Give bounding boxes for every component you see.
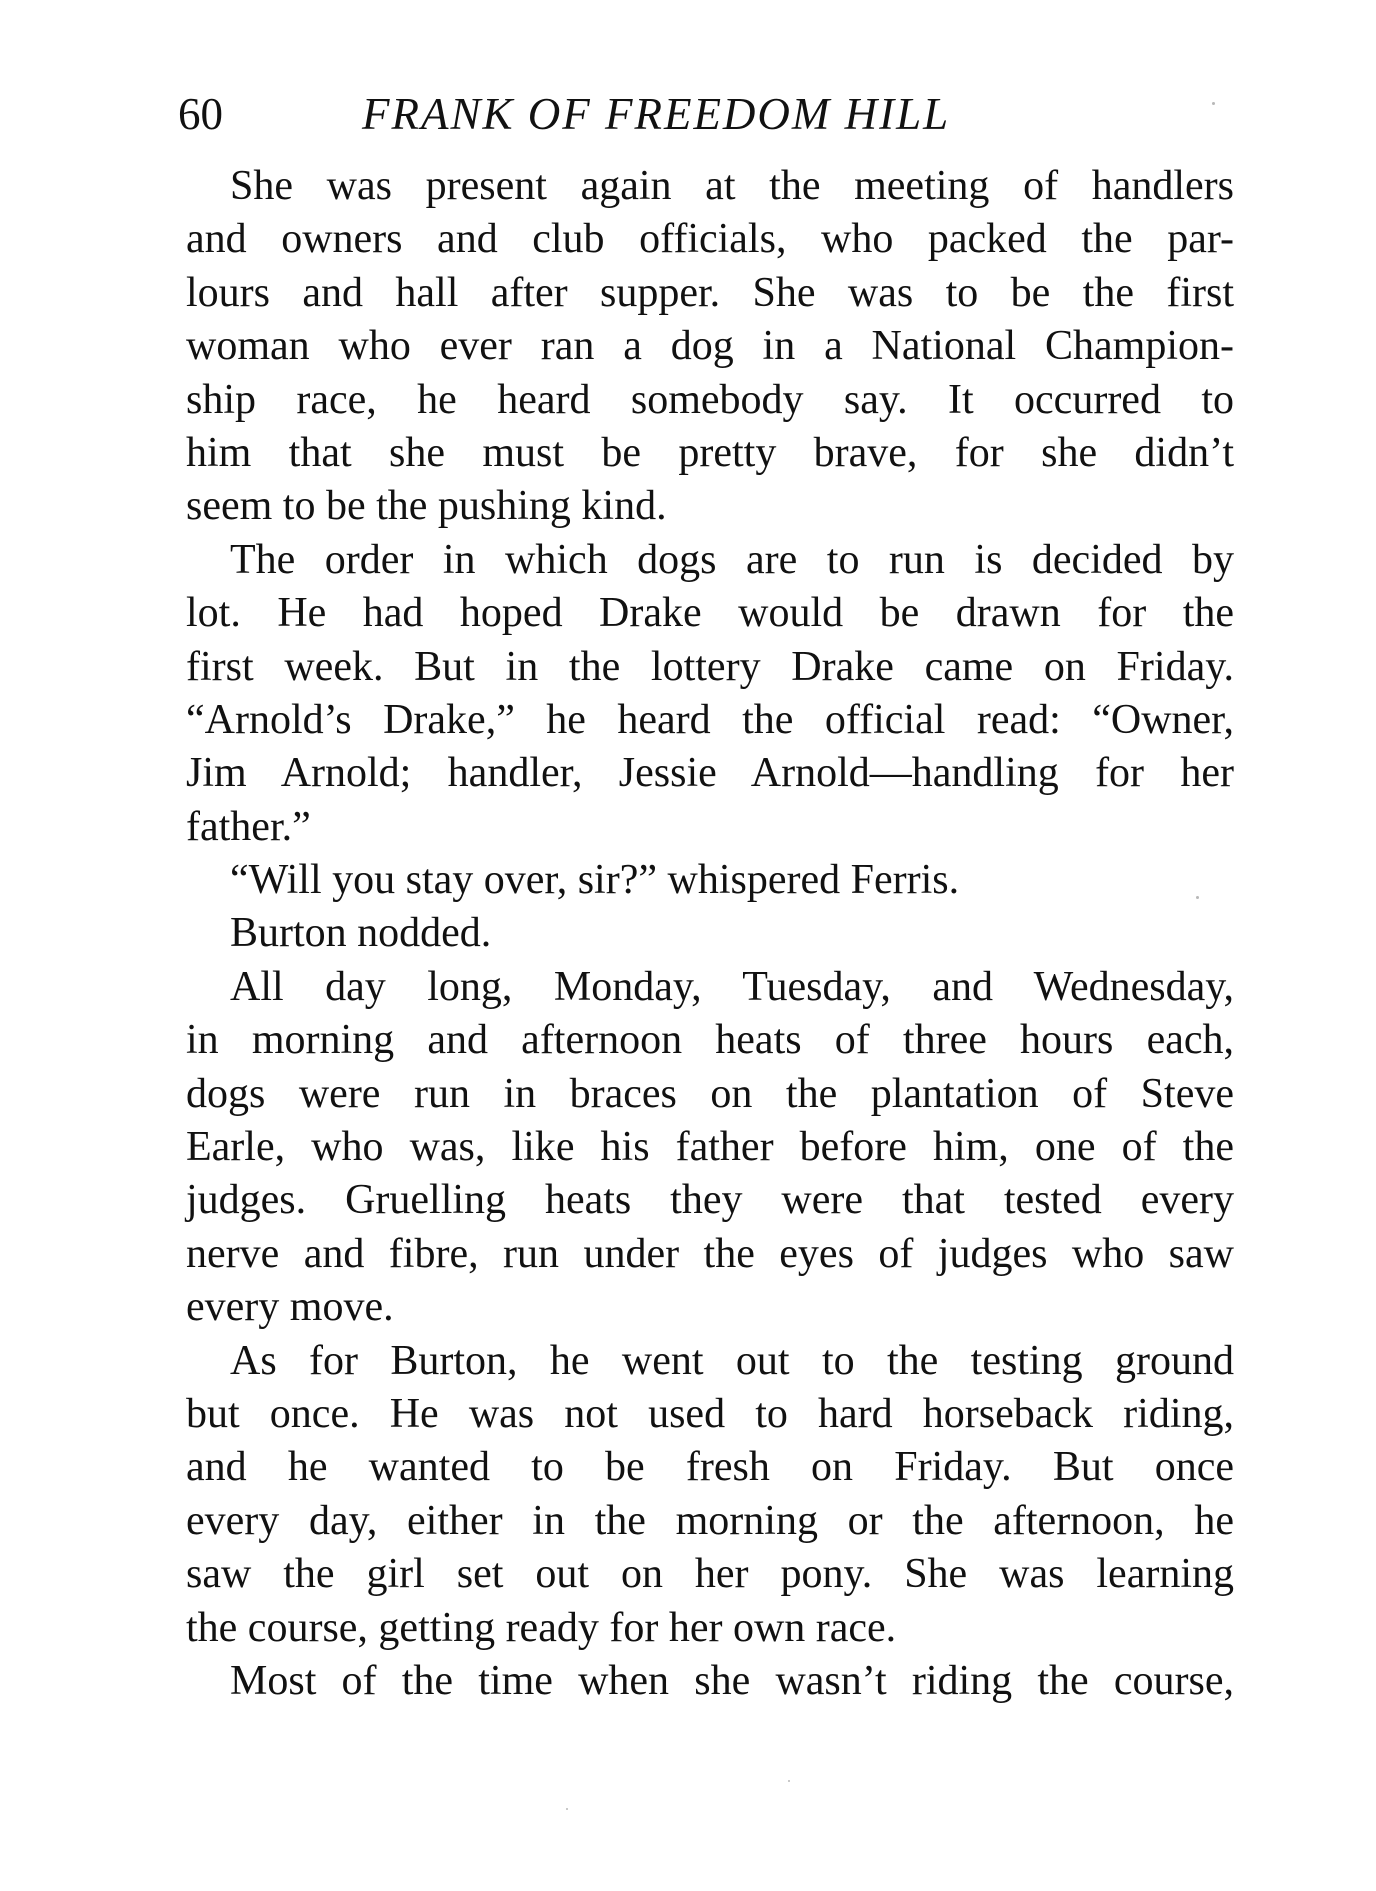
text-line: seem to be the pushing kind. <box>186 483 667 530</box>
page-number: 60 <box>178 89 223 139</box>
text-line: in morning and afternoon heats of three hours each, <box>186 1017 1234 1064</box>
text-line: woman who ever ran a dog in a National Champion- <box>186 323 1234 370</box>
text-line: As for Burton, he went out to the testing ground <box>230 1337 1234 1384</box>
paragraph <box>186 961 1234 1335</box>
text-line: All day long, Monday, Tuesday, and Wednesday, <box>230 963 1234 1010</box>
paragraph <box>186 1655 1234 1708</box>
text-line: lot. He had hoped Drake would be drawn for the <box>186 590 1234 637</box>
scan-speck <box>1196 896 1199 899</box>
text-line: Most of the time when she wasn’t riding the course, <box>230 1657 1234 1704</box>
paragraph <box>186 907 1234 960</box>
text-line: Earle, who was, like his father before him, one of the <box>186 1124 1234 1171</box>
text-line: nerve and fibre, run under the eyes of judges who saw <box>186 1230 1234 1277</box>
text-line: Jim Arnold; handler, Jessie Arnold—handling for her <box>186 750 1234 797</box>
scan-speck <box>788 1780 790 1782</box>
text-line: She was present again at the meeting of handlers <box>230 163 1234 209</box>
scan-speck <box>1212 102 1215 105</box>
text-line: saw the girl set out on her pony. She was learning <box>186 1551 1234 1598</box>
text-line: judges. Gruelling heats they were that tested every <box>186 1177 1234 1224</box>
text-line: ship race, he heard somebody say. It occurred to <box>186 376 1234 423</box>
text-line: lours and hall after supper. She was to be the first <box>186 269 1234 316</box>
body-text <box>186 160 1234 1708</box>
text-line: every day, either in the morning or the afternoon, he <box>186 1497 1234 1544</box>
text-line: “Will you stay over, sir?” whispered Ferris. <box>230 857 960 904</box>
paragraph <box>186 1335 1234 1655</box>
text-line: dogs were run in braces on the plantation of Steve <box>186 1070 1234 1117</box>
text-line: The order in which dogs are to run is decided by <box>230 536 1234 583</box>
text-line: and owners and club officials, who packed the par- <box>186 216 1234 263</box>
book-title: FRANK OF FREEDOM HILL <box>362 89 951 139</box>
text-line: him that she must be pretty brave, for she didn’t <box>186 429 1234 476</box>
paragraph <box>186 534 1234 854</box>
text-line: but once. He was not used to hard horseback riding, <box>186 1390 1234 1437</box>
paragraph <box>186 854 1234 907</box>
text-line: the course, getting ready for her own race. <box>186 1604 897 1651</box>
running-head <box>178 84 1238 144</box>
text-line: Burton nodded. <box>230 910 492 957</box>
text-line: every move. <box>186 1284 394 1331</box>
text-line: “Arnold’s Drake,” he heard the official read: “Owner, <box>186 696 1234 743</box>
text-line: father.” <box>186 803 311 850</box>
scan-speck <box>566 1808 568 1810</box>
paragraph <box>186 160 1234 534</box>
text-line: first week. But in the lottery Drake came on Friday. <box>186 643 1234 690</box>
text-line: and he wanted to be fresh on Friday. But once <box>186 1444 1234 1491</box>
